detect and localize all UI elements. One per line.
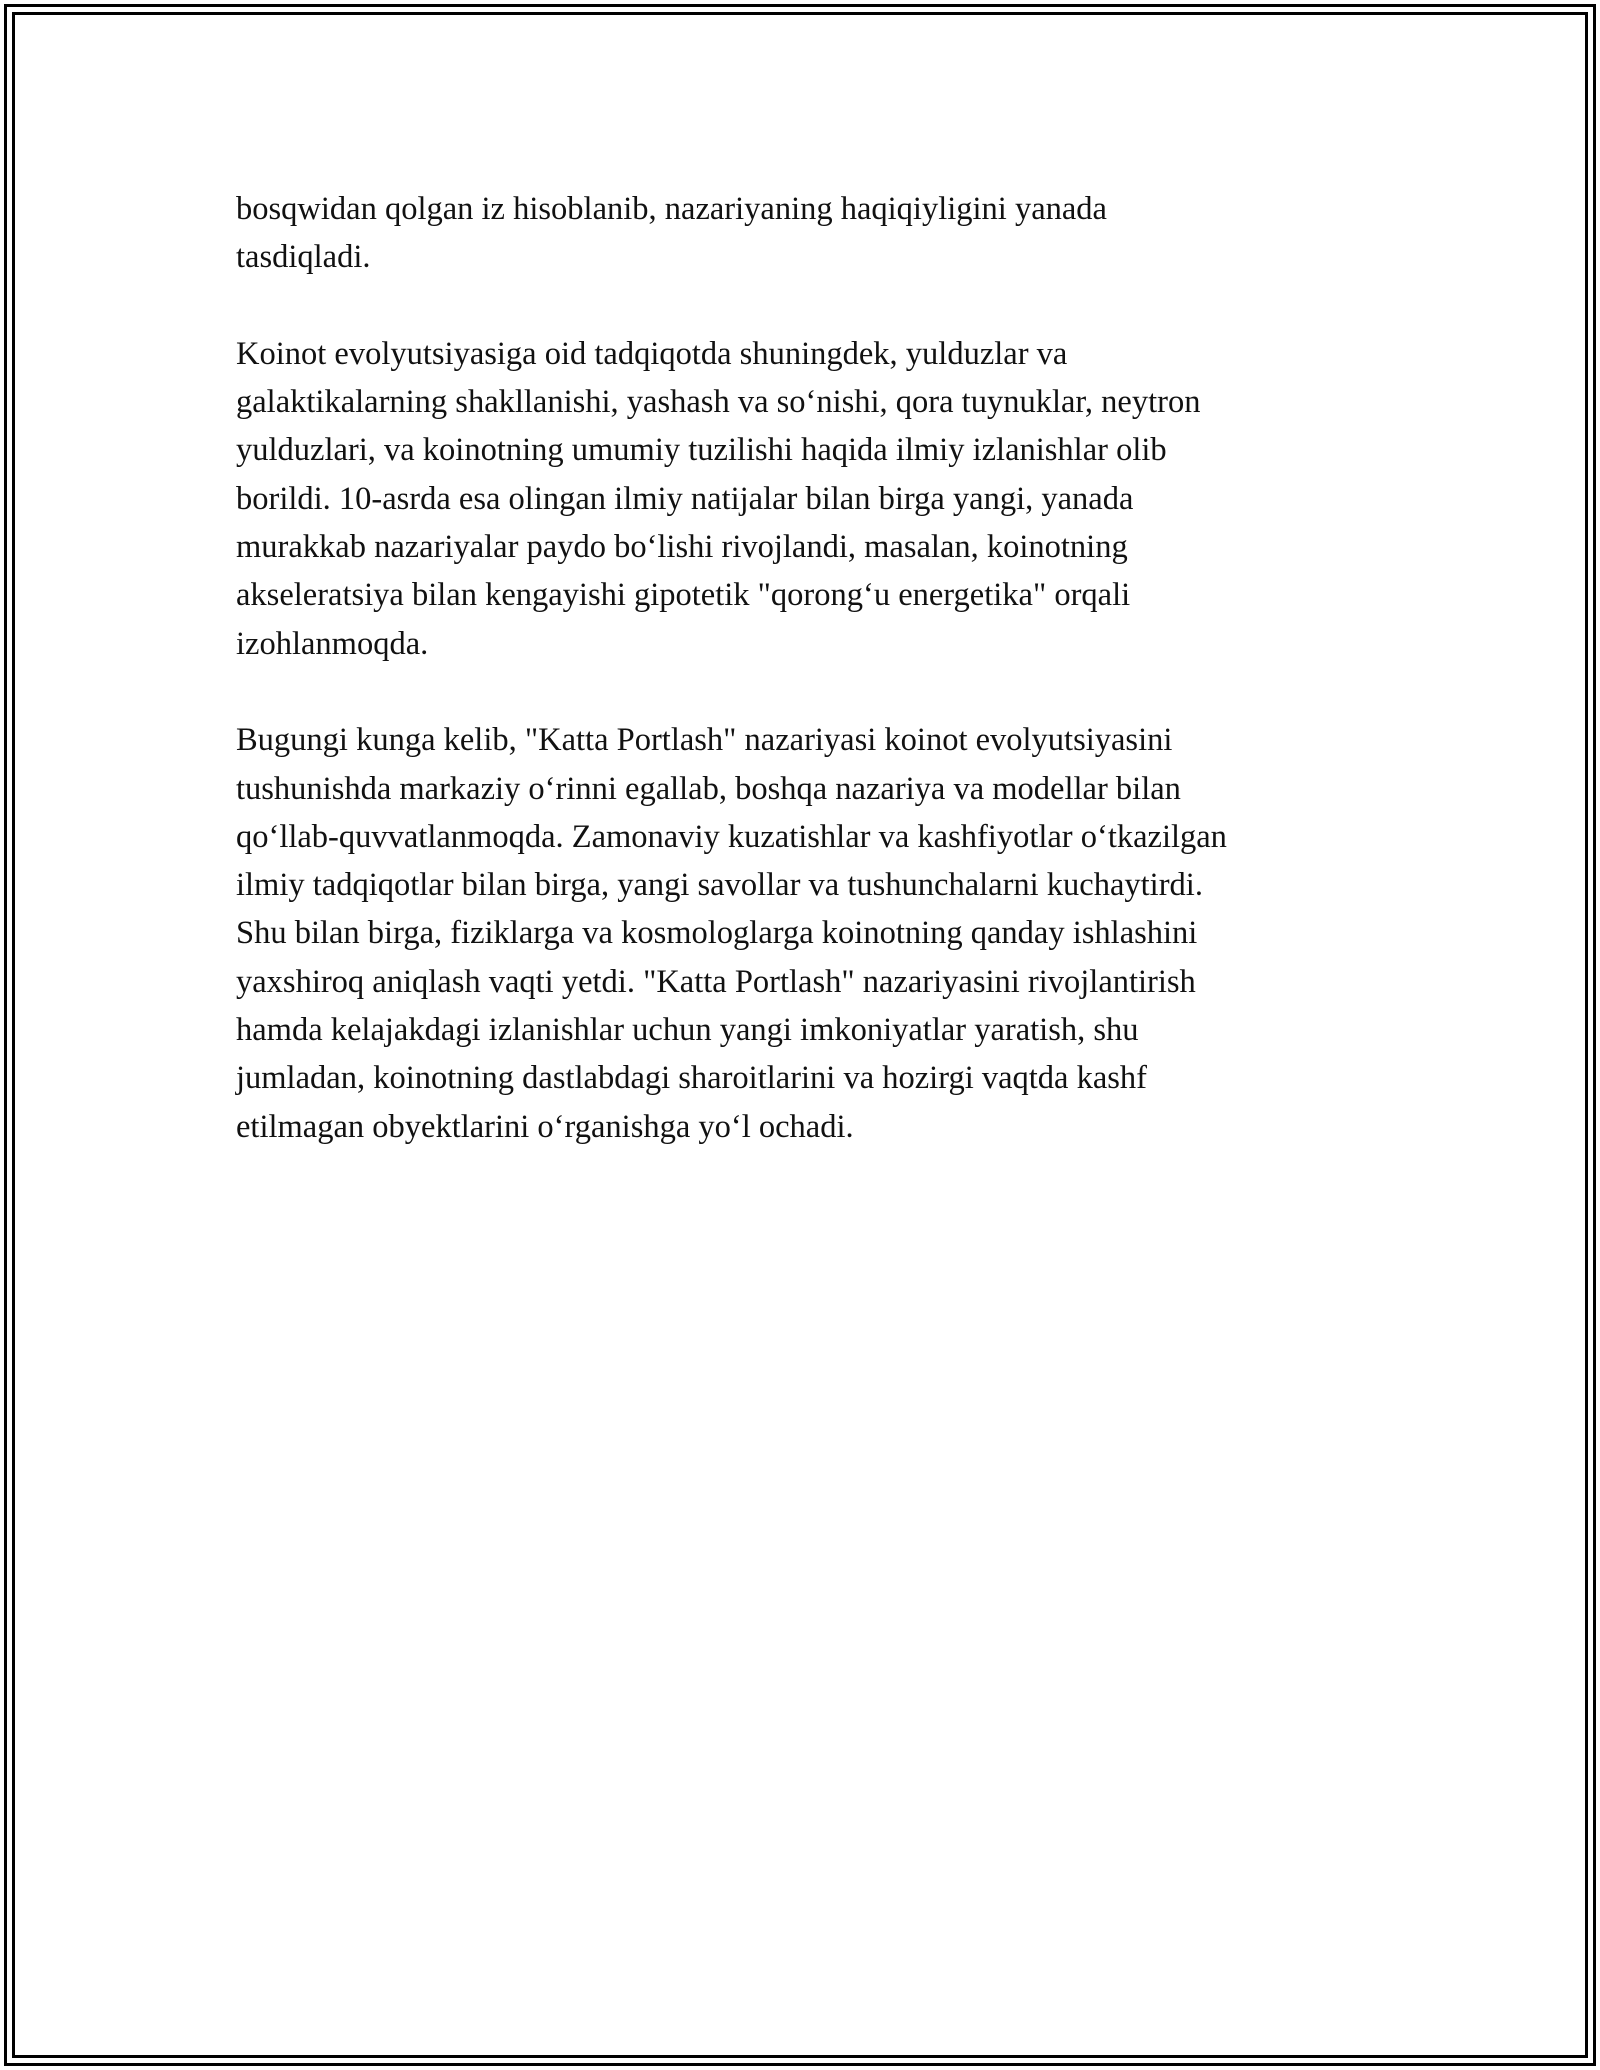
- paragraph-universe-evolution-research: Koinot evolyutsiyasiga oid tadqiqotda shuningdek, yulduzlar va galaktikalarning shakllanishi, yashash va so‘nishi, qora tuynuklar, neytron yulduzlari, va koinotning umumiy tuzilishi haqida ilmiy izlanishlar olib borildi. 10-asrda esa olingan ilmiy natijalar bilan birga yangi, yanada murakkab nazariyalar paydo bo‘lishi rivojlandi, masalan, koinotning akseleratsiya bilan kengayishi gipotetik "qorong‘u energetika" orqali izohlanmoqda.: [236, 335, 1201, 662]
- paragraph-big-bang-today: Bugungi kunga kelib, "Katta Portlash" nazariyasi koinot evolyutsiyasini tushunishda markaziy o‘rinni egallab, boshqa nazariya va modellar bilan qo‘llab-quvvatlanmoqda. Zamonaviy kuzatishlar va kashfiyotlar o‘tkazilgan ilmiy tadqiqotlar bilan birga, yangi savollar va tushunchalarni kuchaytirdi. Shu bilan birga, fiziklarga va kosmologlarga koinotning qanday ishlashini yaxshiroq aniqlash vaqti yetdi. "Katta Portlash" nazariyasini rivojlantirish hamda kelajakdagi izlanishlar uchun yangi imkoniyatlar yaratish, shu jumladan, koinotning dastlabdagi sharoitlarini va hozirgi vaqtda kashf etilmagan obyektlarini o‘rganishga yo‘l ochadi.: [236, 722, 1227, 1145]
- paragraph-continuation: bosqwidan qolgan iz hisoblanib, nazariyaning haqiqiyligini yanada tasdiqladi.: [236, 191, 1107, 276]
- document-body: [236, 185, 1366, 1199]
